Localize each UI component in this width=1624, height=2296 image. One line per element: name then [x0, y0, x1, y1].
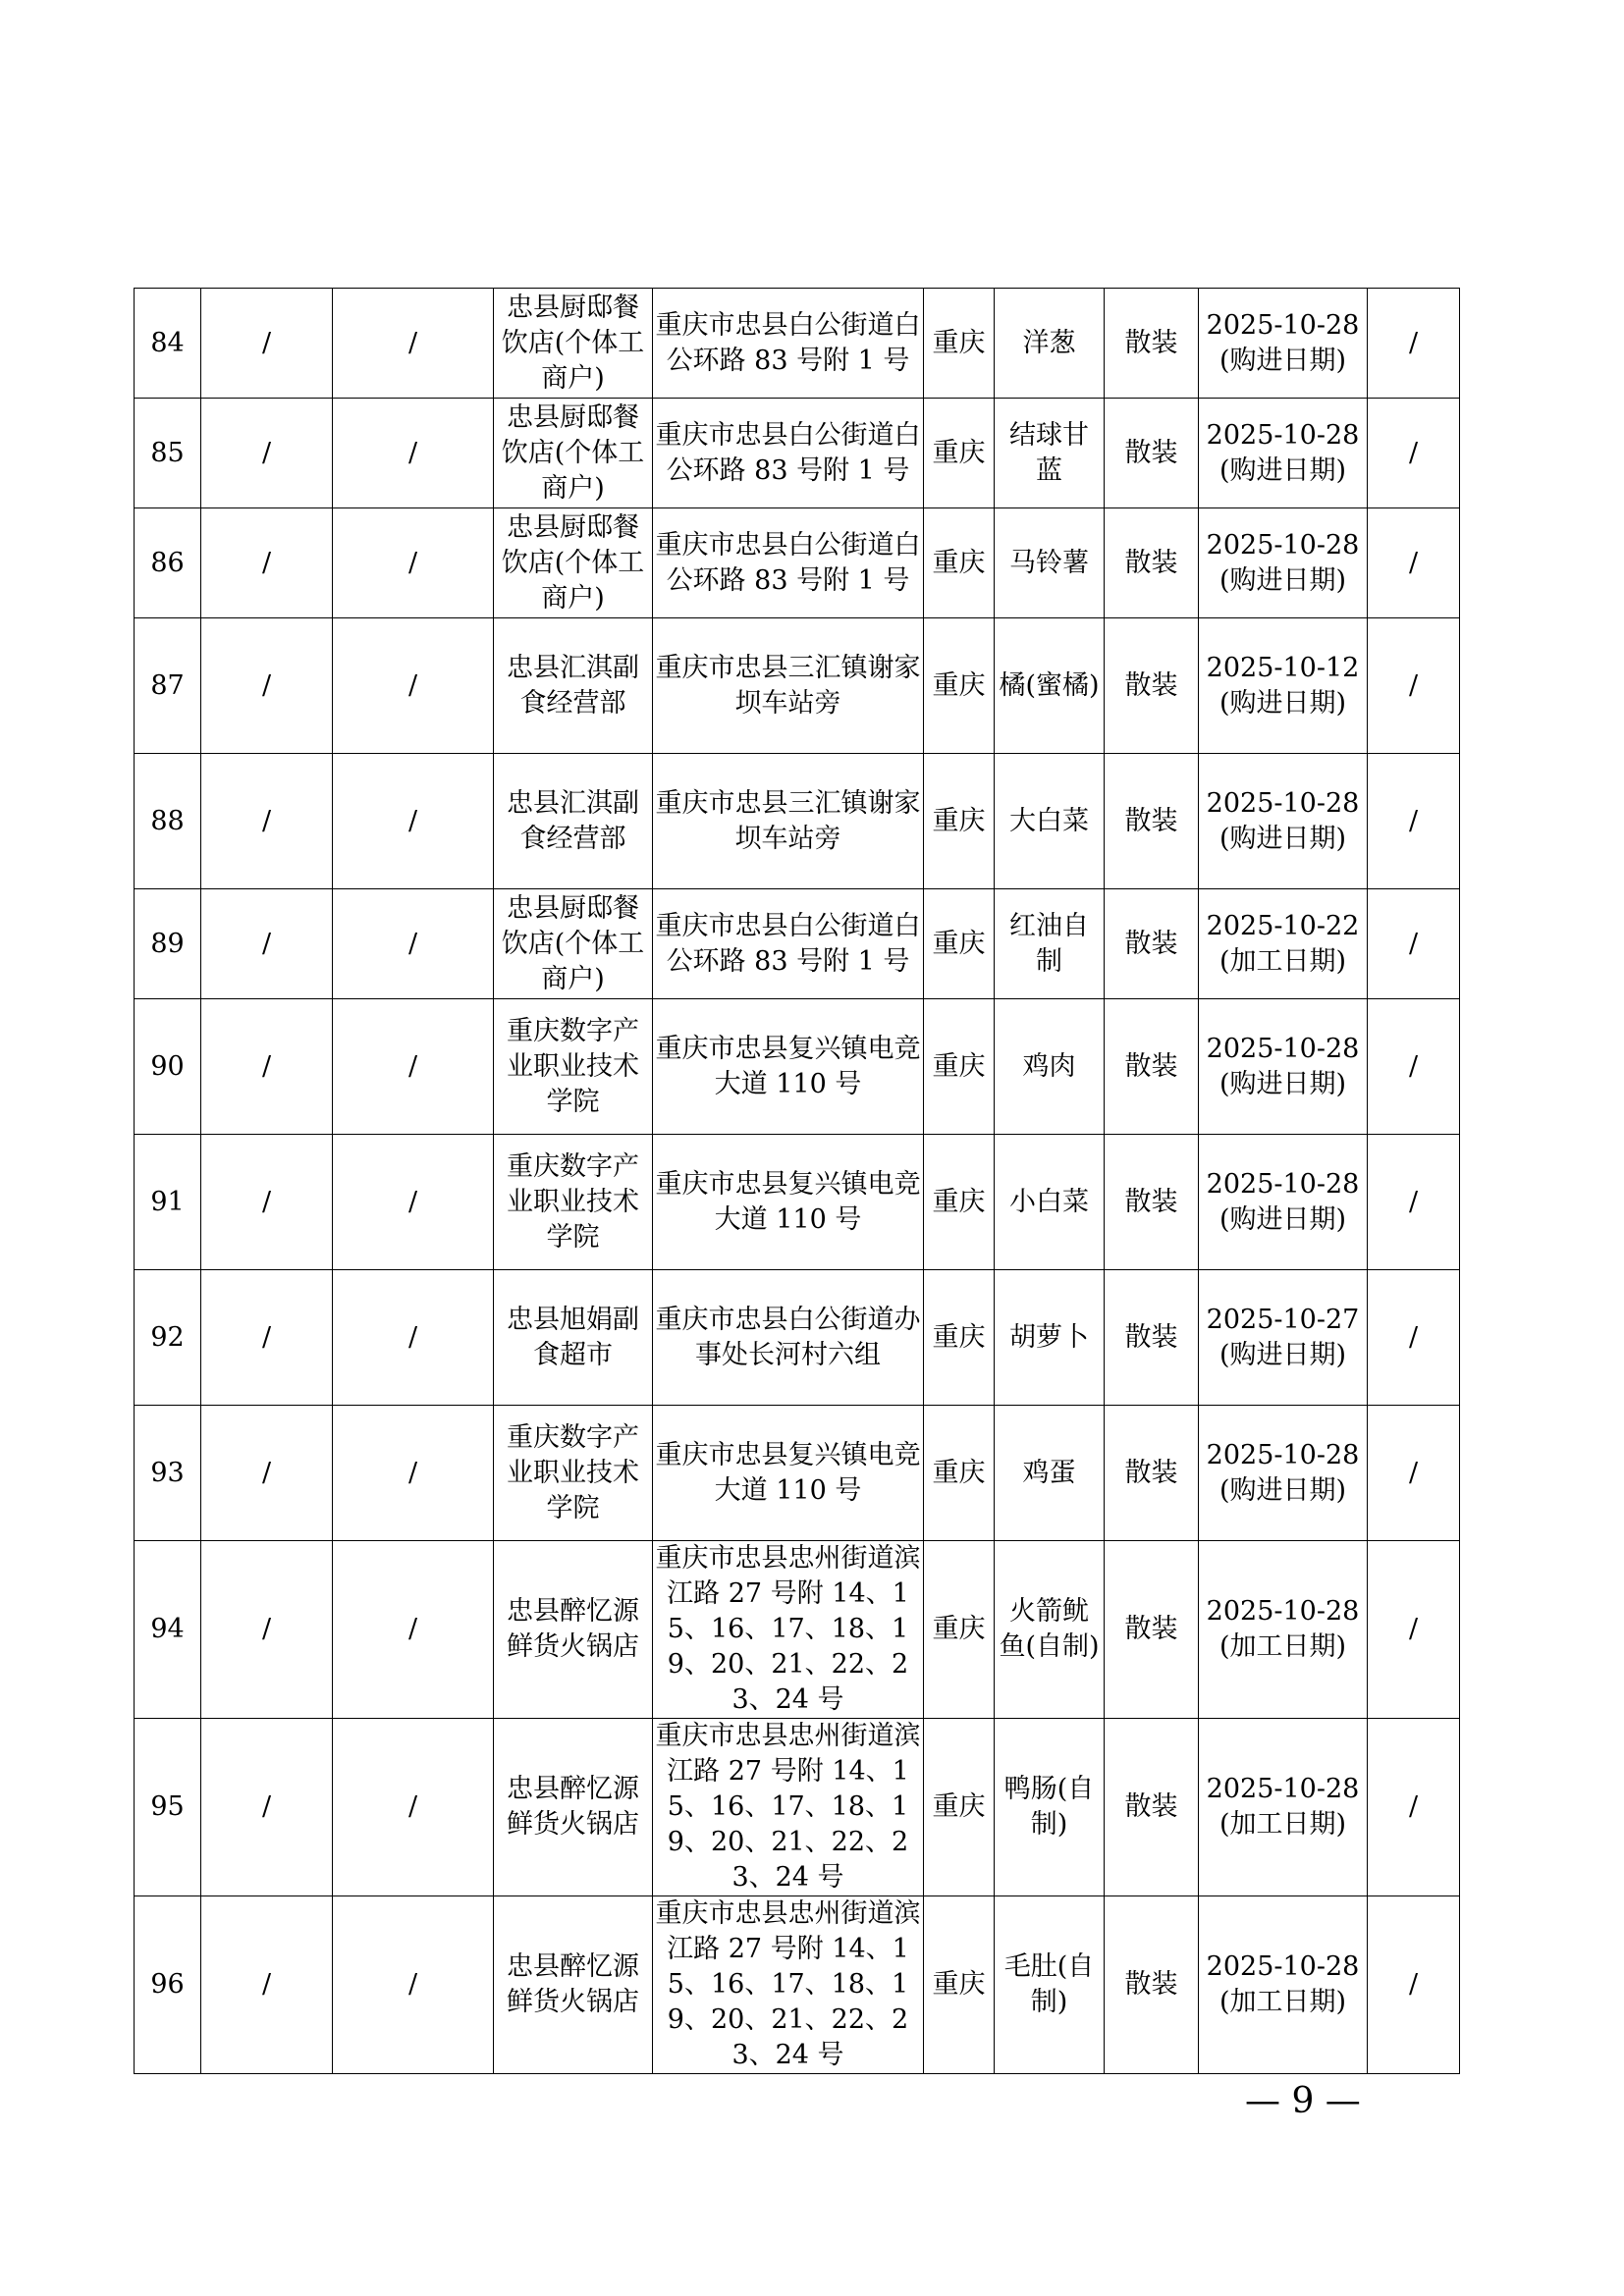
- cell-business-name: 忠县汇淇副食经营部: [494, 618, 653, 754]
- cell-row-number: 94: [135, 1541, 201, 1719]
- cell-origin: 重庆: [924, 1270, 995, 1406]
- cell-product-name: 火箭鱿鱼(自制): [995, 1541, 1105, 1719]
- cell-product-name: 大白菜: [995, 754, 1105, 889]
- cell-col-3: /: [333, 889, 494, 999]
- table-row: [135, 289, 1460, 399]
- table-row: [135, 1896, 1460, 2074]
- cell-packaging: 散装: [1105, 1135, 1199, 1270]
- cell-packaging: 散装: [1105, 508, 1199, 618]
- cell-origin: 重庆: [924, 754, 995, 889]
- cell-col-2: /: [201, 399, 333, 508]
- cell-row-number: 89: [135, 889, 201, 999]
- cell-packaging: 散装: [1105, 1719, 1199, 1896]
- cell-product-name: 毛肚(自制): [995, 1896, 1105, 2074]
- cell-product-name: 红油自制: [995, 889, 1105, 999]
- page-number: — 9 —: [1245, 2081, 1361, 2121]
- cell-business-name: 忠县汇淇副食经营部: [494, 754, 653, 889]
- cell-row-number: 85: [135, 399, 201, 508]
- cell-date: 2025-10-12 (购进日期): [1199, 618, 1368, 754]
- cell-packaging: 散装: [1105, 289, 1199, 399]
- cell-col-3: /: [333, 1541, 494, 1719]
- cell-origin: 重庆: [924, 289, 995, 399]
- cell-origin: 重庆: [924, 1541, 995, 1719]
- cell-origin: 重庆: [924, 999, 995, 1135]
- cell-business-name: 重庆数字产业职业技术学院: [494, 1406, 653, 1541]
- cell-business-address: 重庆市忠县白公街道白公环路 83 号附 1 号: [653, 399, 924, 508]
- cell-col-2: /: [201, 1406, 333, 1541]
- cell-remark: /: [1368, 754, 1460, 889]
- cell-business-address: 重庆市忠县白公街道白公环路 83 号附 1 号: [653, 508, 924, 618]
- cell-col-2: /: [201, 1270, 333, 1406]
- cell-product-name: 鸡蛋: [995, 1406, 1105, 1541]
- cell-business-address: 重庆市忠县复兴镇电竞大道 110 号: [653, 1406, 924, 1541]
- cell-remark: /: [1368, 618, 1460, 754]
- cell-business-name: 忠县醉忆源鲜货火锅店: [494, 1541, 653, 1719]
- cell-origin: 重庆: [924, 1406, 995, 1541]
- cell-business-address: 重庆市忠县忠州街道滨江路 27 号附 14、15、16、17、18、19、20、21、22、23、24 号: [653, 1896, 924, 2074]
- cell-col-2: /: [201, 999, 333, 1135]
- cell-row-number: 95: [135, 1719, 201, 1896]
- cell-business-address: 重庆市忠县三汇镇谢家坝车站旁: [653, 618, 924, 754]
- cell-product-name: 鸡肉: [995, 999, 1105, 1135]
- cell-business-name: 重庆数字产业职业技术学院: [494, 1135, 653, 1270]
- cell-row-number: 84: [135, 289, 201, 399]
- cell-date: 2025-10-28 (购进日期): [1199, 289, 1368, 399]
- table-row: [135, 999, 1460, 1135]
- cell-origin: 重庆: [924, 508, 995, 618]
- cell-remark: /: [1368, 889, 1460, 999]
- cell-packaging: 散装: [1105, 1896, 1199, 2074]
- cell-business-name: 忠县厨邸餐饮店(个体工商户): [494, 508, 653, 618]
- cell-date: 2025-10-28 (购进日期): [1199, 754, 1368, 889]
- cell-packaging: 散装: [1105, 1270, 1199, 1406]
- cell-business-address: 重庆市忠县白公街道白公环路 83 号附 1 号: [653, 289, 924, 399]
- table-row: [135, 754, 1460, 889]
- cell-business-name: 忠县醉忆源鲜货火锅店: [494, 1719, 653, 1896]
- cell-col-2: /: [201, 618, 333, 754]
- table-row: [135, 618, 1460, 754]
- cell-col-3: /: [333, 999, 494, 1135]
- cell-row-number: 93: [135, 1406, 201, 1541]
- cell-date: 2025-10-28 (加工日期): [1199, 1896, 1368, 2074]
- cell-business-address: 重庆市忠县忠州街道滨江路 27 号附 14、15、16、17、18、19、20、21、22、23、24 号: [653, 1719, 924, 1896]
- cell-date: 2025-10-28 (购进日期): [1199, 1135, 1368, 1270]
- cell-product-name: 胡萝卜: [995, 1270, 1105, 1406]
- cell-date: 2025-10-28 (购进日期): [1199, 508, 1368, 618]
- cell-col-2: /: [201, 508, 333, 618]
- cell-remark: /: [1368, 1270, 1460, 1406]
- cell-product-name: 结球甘蓝: [995, 399, 1105, 508]
- cell-origin: 重庆: [924, 618, 995, 754]
- table-row: [135, 1541, 1460, 1719]
- table-row: [135, 889, 1460, 999]
- table-row: [135, 1719, 1460, 1896]
- cell-remark: /: [1368, 1541, 1460, 1719]
- cell-remark: /: [1368, 1719, 1460, 1896]
- cell-business-address: 重庆市忠县复兴镇电竞大道 110 号: [653, 999, 924, 1135]
- cell-col-3: /: [333, 754, 494, 889]
- cell-packaging: 散装: [1105, 1541, 1199, 1719]
- cell-col-2: /: [201, 1719, 333, 1896]
- cell-business-name: 忠县醉忆源鲜货火锅店: [494, 1896, 653, 2074]
- cell-col-3: /: [333, 1270, 494, 1406]
- cell-business-name: 忠县旭娟副食超市: [494, 1270, 653, 1406]
- cell-origin: 重庆: [924, 1719, 995, 1896]
- cell-packaging: 散装: [1105, 1406, 1199, 1541]
- cell-remark: /: [1368, 508, 1460, 618]
- cell-col-2: /: [201, 889, 333, 999]
- cell-product-name: 小白菜: [995, 1135, 1105, 1270]
- table-row: [135, 1406, 1460, 1541]
- cell-packaging: 散装: [1105, 618, 1199, 754]
- cell-col-2: /: [201, 1896, 333, 2074]
- cell-packaging: 散装: [1105, 399, 1199, 508]
- table-row: [135, 1135, 1460, 1270]
- cell-col-3: /: [333, 1719, 494, 1896]
- table-row: [135, 508, 1460, 618]
- cell-col-2: /: [201, 1135, 333, 1270]
- cell-remark: /: [1368, 289, 1460, 399]
- cell-business-address: 重庆市忠县复兴镇电竞大道 110 号: [653, 1135, 924, 1270]
- cell-date: 2025-10-28 (加工日期): [1199, 1719, 1368, 1896]
- cell-row-number: 96: [135, 1896, 201, 2074]
- cell-remark: /: [1368, 1896, 1460, 2074]
- cell-origin: 重庆: [924, 1896, 995, 2074]
- cell-packaging: 散装: [1105, 889, 1199, 999]
- cell-packaging: 散装: [1105, 999, 1199, 1135]
- sample-table: [134, 288, 1460, 2074]
- cell-col-2: /: [201, 754, 333, 889]
- cell-product-name: 橘(蜜橘): [995, 618, 1105, 754]
- cell-col-3: /: [333, 508, 494, 618]
- cell-business-address: 重庆市忠县三汇镇谢家坝车站旁: [653, 754, 924, 889]
- cell-col-3: /: [333, 1896, 494, 2074]
- cell-business-name: 忠县厨邸餐饮店(个体工商户): [494, 399, 653, 508]
- cell-business-address: 重庆市忠县忠州街道滨江路 27 号附 14、15、16、17、18、19、20、21、22、23、24 号: [653, 1541, 924, 1719]
- cell-remark: /: [1368, 1406, 1460, 1541]
- cell-business-name: 忠县厨邸餐饮店(个体工商户): [494, 889, 653, 999]
- cell-packaging: 散装: [1105, 754, 1199, 889]
- cell-row-number: 86: [135, 508, 201, 618]
- cell-date: 2025-10-28 (购进日期): [1199, 1406, 1368, 1541]
- cell-origin: 重庆: [924, 889, 995, 999]
- cell-col-3: /: [333, 1406, 494, 1541]
- cell-col-3: /: [333, 1135, 494, 1270]
- table-row: [135, 399, 1460, 508]
- cell-row-number: 87: [135, 618, 201, 754]
- cell-remark: /: [1368, 1135, 1460, 1270]
- cell-row-number: 92: [135, 1270, 201, 1406]
- cell-remark: /: [1368, 399, 1460, 508]
- cell-date: 2025-10-27 (购进日期): [1199, 1270, 1368, 1406]
- cell-date: 2025-10-22 (加工日期): [1199, 889, 1368, 999]
- cell-col-2: /: [201, 1541, 333, 1719]
- cell-business-name: 重庆数字产业职业技术学院: [494, 999, 653, 1135]
- cell-product-name: 洋葱: [995, 289, 1105, 399]
- cell-product-name: 鸭肠(自制): [995, 1719, 1105, 1896]
- cell-business-name: 忠县厨邸餐饮店(个体工商户): [494, 289, 653, 399]
- cell-remark: /: [1368, 999, 1460, 1135]
- cell-product-name: 马铃薯: [995, 508, 1105, 618]
- cell-origin: 重庆: [924, 1135, 995, 1270]
- cell-business-address: 重庆市忠县白公街道办事处长河村六组: [653, 1270, 924, 1406]
- cell-col-3: /: [333, 399, 494, 508]
- cell-date: 2025-10-28 (购进日期): [1199, 399, 1368, 508]
- cell-origin: 重庆: [924, 399, 995, 508]
- cell-date: 2025-10-28 (购进日期): [1199, 999, 1368, 1135]
- cell-col-2: /: [201, 289, 333, 399]
- cell-col-3: /: [333, 618, 494, 754]
- cell-row-number: 90: [135, 999, 201, 1135]
- cell-business-address: 重庆市忠县白公街道白公环路 83 号附 1 号: [653, 889, 924, 999]
- cell-row-number: 88: [135, 754, 201, 889]
- cell-row-number: 91: [135, 1135, 201, 1270]
- table-row: [135, 1270, 1460, 1406]
- cell-date: 2025-10-28 (加工日期): [1199, 1541, 1368, 1719]
- cell-col-3: /: [333, 289, 494, 399]
